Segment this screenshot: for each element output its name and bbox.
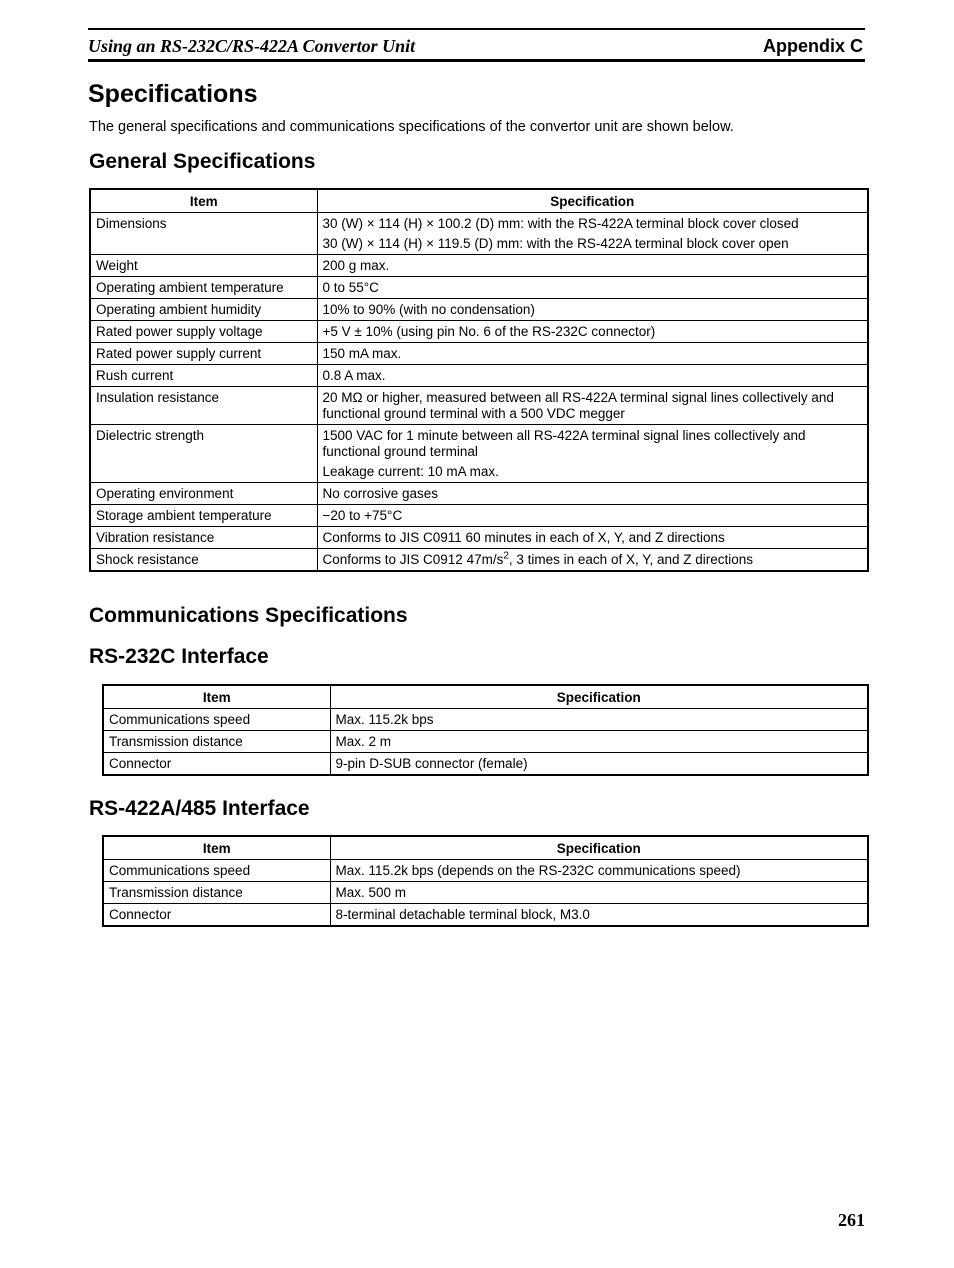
table-row bbox=[90, 365, 868, 387]
table-row bbox=[103, 731, 868, 753]
column-header-item: Item bbox=[103, 836, 330, 860]
row-item: Rush current bbox=[90, 365, 317, 387]
rs232c-interface-table bbox=[102, 684, 869, 776]
row-spec: Max. 115.2k bps (depends on the RS-232C communications speed) bbox=[330, 860, 868, 882]
table-header-row bbox=[103, 836, 868, 860]
superscript: 2 bbox=[503, 550, 509, 562]
table-row bbox=[90, 343, 868, 365]
general-specifications-table bbox=[89, 188, 869, 572]
table-row bbox=[90, 549, 868, 572]
row-item: Insulation resistance bbox=[90, 387, 317, 425]
spec-text: , 3 times in each of X, Y, and Z directions bbox=[508, 552, 754, 567]
row-spec bbox=[317, 213, 868, 255]
page-header bbox=[88, 28, 865, 62]
row-spec: Max. 115.2k bps bbox=[330, 709, 868, 731]
rs422a-interface-table bbox=[102, 835, 869, 927]
row-item: Rated power supply current bbox=[90, 343, 317, 365]
table-row bbox=[103, 753, 868, 776]
row-spec: 0 to 55°C bbox=[317, 277, 868, 299]
row-item: Vibration resistance bbox=[90, 527, 317, 549]
table-header-row bbox=[90, 189, 868, 213]
page-title: Specifications bbox=[88, 80, 258, 108]
row-item: Shock resistance bbox=[90, 549, 317, 572]
row-spec: No corrosive gases bbox=[317, 483, 868, 505]
intro-paragraph: The general specifications and communications specifications of the convertor unit are shown below. bbox=[89, 119, 734, 135]
row-item: Connector bbox=[103, 904, 330, 927]
column-header-item: Item bbox=[90, 189, 317, 213]
spec-line: 30 (W) × 114 (H) × 100.2 (D) mm: with the RS-422A terminal block cover closed bbox=[322, 216, 799, 231]
row-spec: 10% to 90% (with no condensation) bbox=[317, 299, 868, 321]
row-spec: 9-pin D-SUB connector (female) bbox=[330, 753, 868, 776]
row-spec: +5 V ± 10% (using pin No. 6 of the RS-232C connector) bbox=[317, 321, 868, 343]
row-spec: 150 mA max. bbox=[317, 343, 868, 365]
row-spec: 0.8 A max. bbox=[317, 365, 868, 387]
row-item: Transmission distance bbox=[103, 882, 330, 904]
table-row bbox=[90, 387, 868, 425]
table-row bbox=[90, 277, 868, 299]
row-item: Dielectric strength bbox=[90, 425, 317, 483]
row-item: Storage ambient temperature bbox=[90, 505, 317, 527]
row-item: Communications speed bbox=[103, 709, 330, 731]
row-item: Weight bbox=[90, 255, 317, 277]
table-row bbox=[90, 321, 868, 343]
row-spec bbox=[317, 425, 868, 483]
page-number: 261 bbox=[838, 1210, 865, 1230]
row-spec: Max. 2 m bbox=[330, 731, 868, 753]
column-header-specification: Specification bbox=[330, 685, 868, 709]
column-header-specification: Specification bbox=[330, 836, 868, 860]
spec-line: 30 (W) × 114 (H) × 119.5 (D) mm: with the RS-422A terminal block cover open bbox=[322, 236, 789, 251]
header-title: Using an RS-232C/RS-422A Convertor Unit bbox=[88, 36, 416, 56]
row-spec: Conforms to JIS C0911 60 minutes in each of X, Y, and Z directions bbox=[317, 527, 868, 549]
row-item: Dimensions bbox=[90, 213, 317, 255]
row-spec: −20 to +75°C bbox=[317, 505, 868, 527]
spec-line: 1500 VAC for 1 minute between all RS-422A terminal signal lines collectively and functional ground terminal bbox=[322, 428, 806, 459]
table-row bbox=[90, 425, 868, 483]
row-spec bbox=[317, 549, 868, 572]
row-item: Operating ambient temperature bbox=[90, 277, 317, 299]
table-row bbox=[90, 505, 868, 527]
spec-text: Conforms to JIS C0912 47m/s bbox=[322, 552, 504, 567]
row-spec: 8-terminal detachable terminal block, M3.0 bbox=[330, 904, 868, 927]
row-item: Connector bbox=[103, 753, 330, 776]
row-item: Transmission distance bbox=[103, 731, 330, 753]
row-item: Rated power supply voltage bbox=[90, 321, 317, 343]
general-specifications-heading: General Specifications bbox=[89, 150, 316, 173]
table-header-row bbox=[103, 685, 868, 709]
row-spec: Max. 500 m bbox=[330, 882, 868, 904]
row-item: Operating ambient humidity bbox=[90, 299, 317, 321]
table-row bbox=[90, 483, 868, 505]
table-row bbox=[90, 255, 868, 277]
table-row bbox=[103, 709, 868, 731]
rs232c-interface-heading: RS-232C Interface bbox=[89, 645, 269, 668]
table-row bbox=[90, 299, 868, 321]
row-item: Operating environment bbox=[90, 483, 317, 505]
row-item: Communications speed bbox=[103, 860, 330, 882]
spec-line: Leakage current: 10 mA max. bbox=[322, 464, 499, 479]
column-header-specification: Specification bbox=[317, 189, 868, 213]
table-row bbox=[103, 904, 868, 927]
table-row bbox=[103, 860, 868, 882]
row-spec: 20 MΩ or higher, measured between all RS-422A terminal signal lines collectively and functional ground terminal with a 500 VDC megger bbox=[317, 387, 868, 425]
table-row bbox=[90, 527, 868, 549]
rs422a-interface-heading: RS-422A/485 Interface bbox=[89, 797, 310, 820]
column-header-item: Item bbox=[103, 685, 330, 709]
table-row bbox=[90, 213, 868, 255]
table-row bbox=[103, 882, 868, 904]
header-section: Appendix C bbox=[762, 36, 863, 56]
row-spec: 200 g max. bbox=[317, 255, 868, 277]
communications-specifications-heading: Communications Specifications bbox=[89, 604, 408, 627]
